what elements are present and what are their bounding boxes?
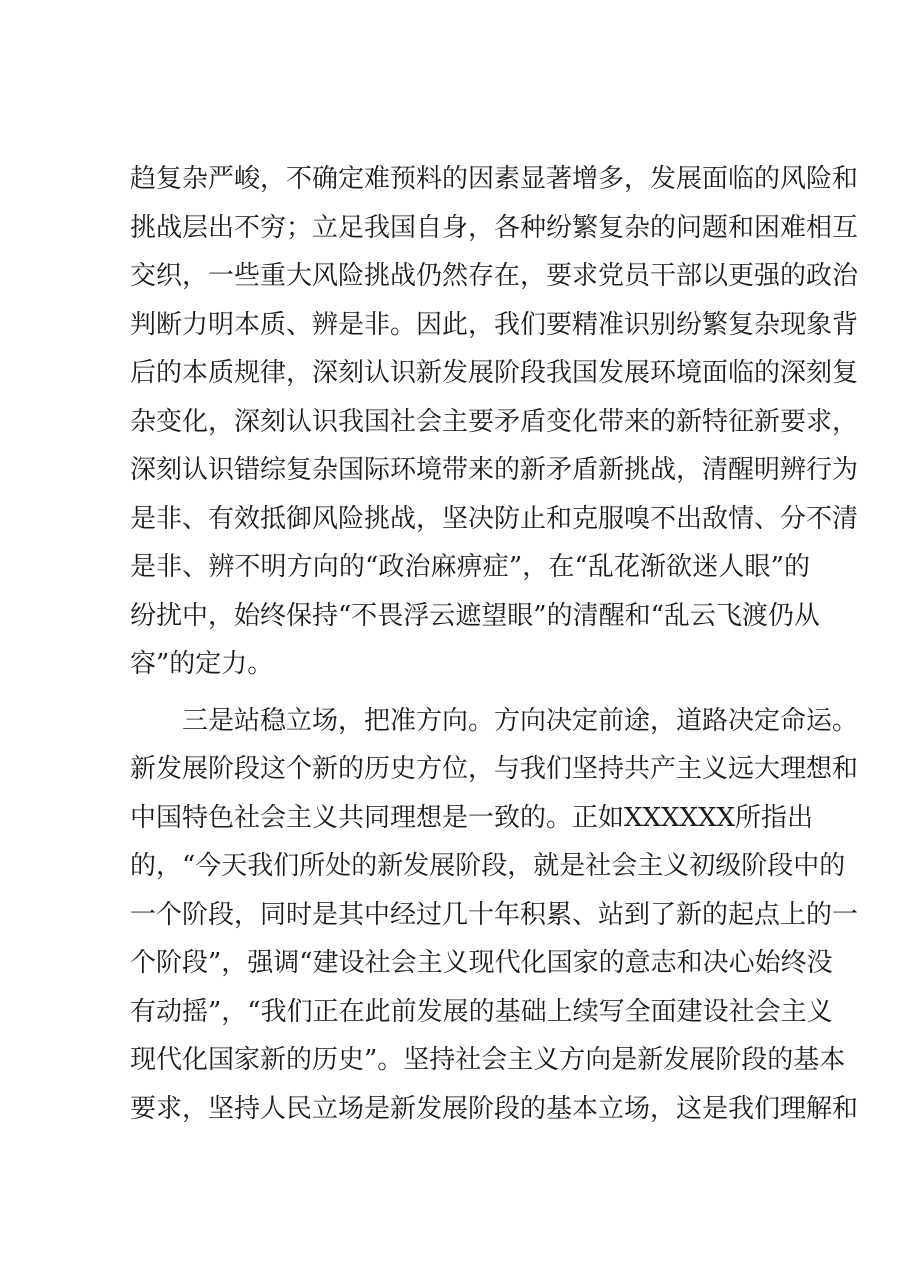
text-line: 是非、有效抵御风险挑战，坚决防止和克服嗅不出敌情、分不清	[130, 503, 859, 534]
text-line: 个阶段”，强调“建设社会主义现代化国家的意志和决心始终没	[130, 948, 833, 978]
text-line: 后的本质规律，深刻认识新发展阶段我国发展环境面临的深刻复	[130, 358, 859, 388]
text-line: 杂变化，深刻认识我国社会主要矛盾变化带来的新特征新要求，	[130, 406, 859, 437]
body-text	[130, 155, 859, 1133]
text-line: 一个阶段，同时是其中经过几十年积累、站到了新的起点上的一	[130, 899, 859, 930]
text-line: 趋复杂严峻，不确定难预料的因素显著增多，发展面临的风险和	[130, 164, 859, 194]
text-line: 交织，一些重大风险挑战仍然存在，要求党员干部以更强的政治	[130, 261, 859, 291]
text-line: 现代化国家新的历史”。坚持社会主义方向是新发展阶段的基本	[130, 1045, 846, 1075]
text-line: 纷扰中，始终保持“不畏浮云遮望眼”的清醒和“乱云飞渡仍从	[130, 600, 820, 631]
text-line: 要求，坚持人民立场是新发展阶段的基本立场，这是我们理解和	[130, 1093, 859, 1124]
text-line: 三是站稳立场，把准方向。方向决定前途，道路决定命运。	[182, 705, 859, 736]
text-line: 是非、辨不明方向的“政治麻痹症”，在“乱花渐欲迷人眼”的	[130, 552, 810, 582]
paragraph-1	[130, 155, 859, 689]
text-line: 有动摇”，“我们正在此前发展的基础上续写全面建设社会主义	[130, 996, 833, 1027]
text-line: 深刻认识错综复杂国际环境带来的新矛盾新挑战，清醒明辨行为	[130, 455, 859, 485]
text-line: 中国特色社会主义共同理想是一致的。正如XXXXXX所指出	[130, 802, 814, 833]
text-line: 新发展阶段这个新的历史方位，与我们坚持共产主义远大理想和	[130, 754, 859, 784]
text-line: 的，“今天我们所处的新发展阶段，就是社会主义初级阶段中的	[130, 851, 846, 881]
text-line: 判断力明本质、辨是非。因此，我们要精准识别纷繁复杂现象背	[130, 309, 859, 340]
paragraph-2	[130, 697, 859, 1134]
text-line: 挑战层出不穷；立足我国自身，各种纷繁复杂的问题和困难相互	[130, 212, 859, 243]
paragraph-gap	[130, 689, 810, 697]
text-line: 容”的定力。	[130, 649, 274, 679]
